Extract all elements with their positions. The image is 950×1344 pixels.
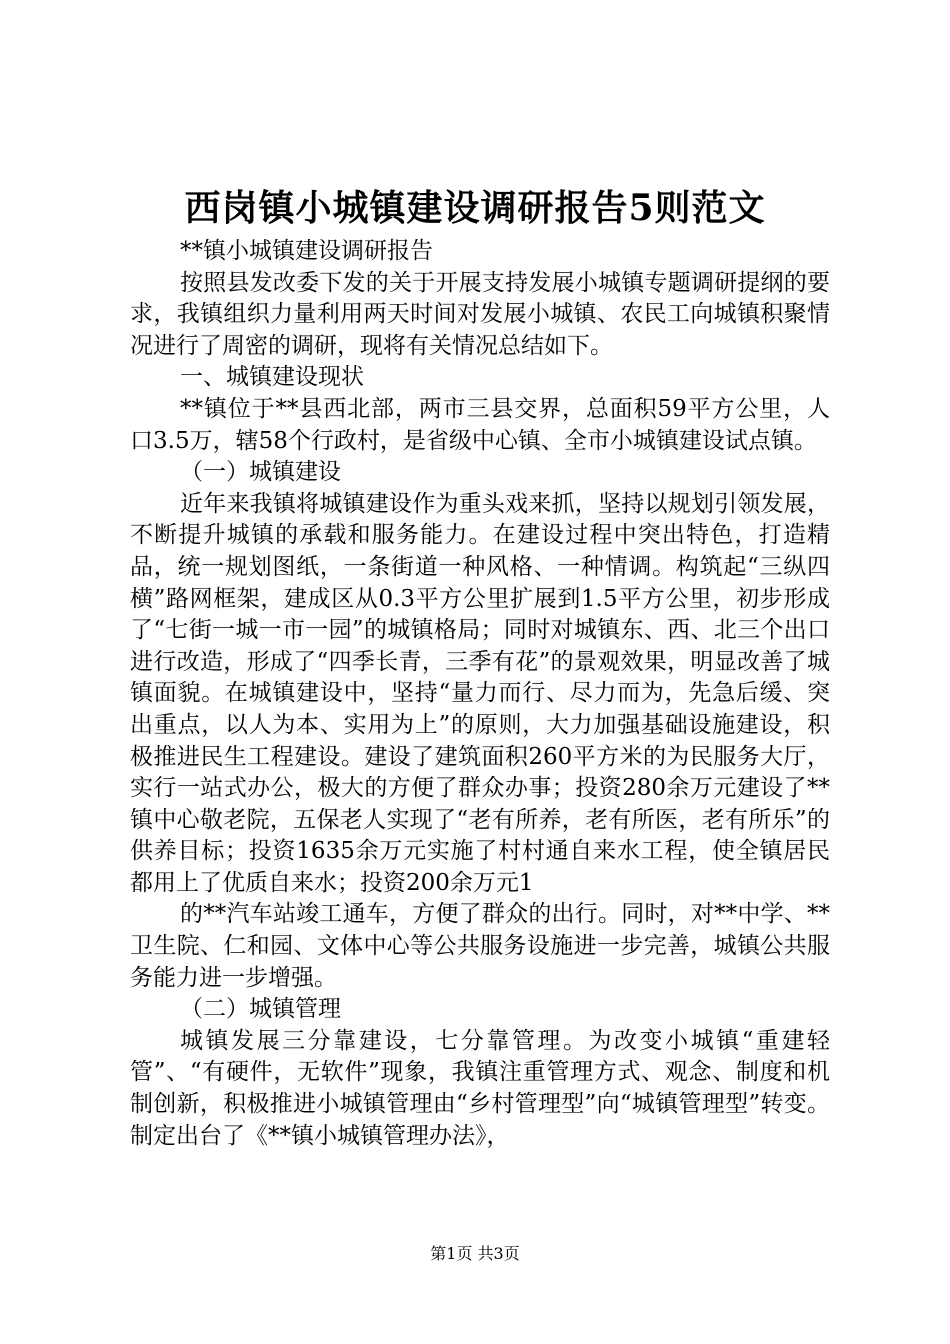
paragraph-intro: 按照县发改委下发的关于开展支持发展小城镇专题调研提纲的要求，我镇组织力量利用两天时间对发展小城镇、农民工向城镇积聚情况进行了周密的调研，现将有关情况总结如下。 — [130, 269, 830, 359]
section-heading-status: 一、城镇建设现状 — [180, 364, 364, 391]
report-subtitle: **镇小城镇建设调研报告 — [180, 238, 433, 264]
paragraph-construction-cont: 的**汽车站竣工通车，方便了群众的出行。同时，对**中学、**卫生院、仁和园、文体中心等公共服务设施进一步完善，城镇公共服务能力进一步增强。 — [130, 901, 830, 991]
subsection-heading-management: （二）城镇管理 — [180, 996, 341, 1023]
subsection-heading-construction: （一）城镇建设 — [180, 459, 341, 486]
page-footer: 第1页 共3页 — [430, 1244, 520, 1263]
paragraph-location: **镇位于**县西北部，两市三县交界，总面积59平方公里，人口3.5万，辖58个行政村，是省级中心镇、全市小城镇建设试点镇。 — [130, 395, 830, 454]
document-title: 西岗镇小城镇建设调研报告5则范文 — [184, 187, 766, 229]
document-body — [130, 236, 830, 1152]
paragraph-construction: 近年来我镇将城镇建设作为重头戏来抓，坚持以规划引领发展，不断提升城镇的承载和服务能力。在建设过程中突出特色，打造精品，统一规划图纸，一条街道一种风格、一种情调。构筑起“三纵四横”路网框架，建成区从0.3平方公里扩展到1.5平方公里，初步形成了“七街一城一市一园”的城镇格局；同时对城镇东、西、北三个出口进行改造，形成了“四季长青，三季有花”的景观效果，明显改善了城镇面貌。在城镇建设中，坚持“量力而行、尽力而为，先急后缓、突出重点，以人为本、实用为上”的原则，大力加强基础设施建设，积极推进民生工程建设。建设了建筑面积260平方米的为民服务大厅，实行一站式办公，极大的方便了群众办事；投资280余万元建设了**镇中心敬老院，五保老人实现了“老有所养，老有所医，老有所乐”的供养目标；投资1635余万元实施了村村通自来水工程，使全镇居民都用上了优质自来水；投资200余万元1 — [130, 490, 830, 896]
paragraph-management: 城镇发展三分靠建设，七分靠管理。为改变小城镇“重建轻管”、“有硬件，无软件”现象，我镇注重管理方式、观念、制度和机制创新，积极推进小城镇管理由“乡村管理型”向“城镇管理型”转变。制定出台了《**镇小城镇管理办法》， — [130, 1027, 830, 1149]
